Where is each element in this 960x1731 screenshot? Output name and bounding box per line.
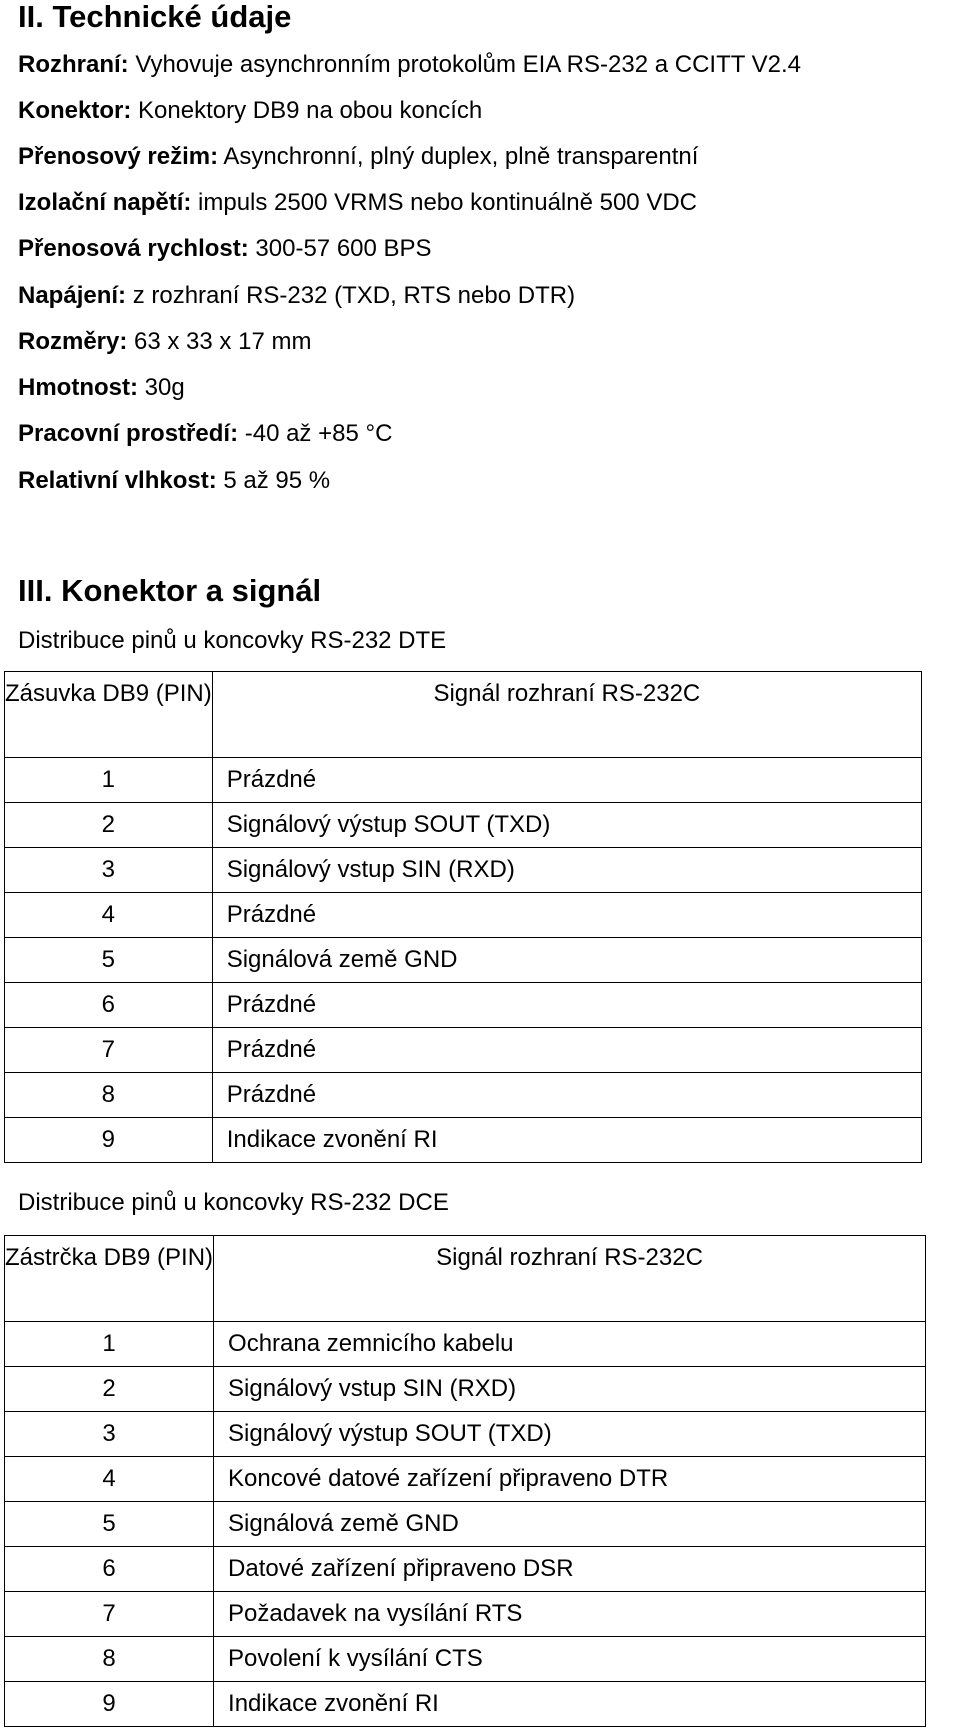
spec-key: Rozměry: bbox=[18, 328, 128, 355]
spec-row bbox=[18, 373, 185, 403]
table-row bbox=[5, 1592, 926, 1637]
dte-signal-header: Signál rozhraní RS-232C bbox=[212, 672, 921, 758]
dte-pin-table bbox=[4, 671, 922, 1163]
dte-table-caption: Distribuce pinů u koncovky RS-232 DTE bbox=[18, 627, 447, 654]
table-row bbox=[5, 1547, 926, 1592]
spec-key: Izolační napětí: bbox=[18, 189, 192, 216]
pin-number: 5 bbox=[5, 1502, 214, 1547]
section-heading-connector: III. Konektor a signál bbox=[18, 573, 322, 608]
pin-number: 9 bbox=[5, 1682, 214, 1727]
spec-value: 30g bbox=[137, 374, 185, 401]
spec-row bbox=[18, 327, 311, 357]
spec-value: Vyhovuje asynchronním protokolům EIA RS-232 a CCITT V2.4 bbox=[128, 51, 801, 78]
signal-name: Signálový vstup SIN (RXD) bbox=[214, 1367, 926, 1412]
spec-value: z rozhraní RS-232 (TXD, RTS nebo DTR) bbox=[126, 282, 576, 309]
spec-value: 300-57 600 BPS bbox=[248, 235, 432, 262]
table-row bbox=[5, 1073, 922, 1118]
pin-number: 2 bbox=[5, 1367, 214, 1412]
spec-key: Konektor: bbox=[18, 97, 132, 124]
spec-value: Asynchronní, plný duplex, plně transparentní bbox=[218, 143, 699, 170]
pin-number: 7 bbox=[5, 1028, 213, 1073]
signal-name: Signálový výstup SOUT (TXD) bbox=[212, 803, 921, 848]
table-row bbox=[5, 1118, 922, 1163]
table-header-row bbox=[5, 1236, 926, 1322]
spec-value: 5 až 95 % bbox=[216, 467, 331, 494]
table-row bbox=[5, 1028, 922, 1073]
spec-key: Pracovní prostředí: bbox=[18, 420, 239, 447]
dce-signal-header: Signál rozhraní RS-232C bbox=[214, 1236, 926, 1322]
spec-value: -40 až +85 °C bbox=[238, 420, 393, 447]
spec-value: Konektory DB9 na obou koncích bbox=[131, 97, 483, 124]
pin-number: 9 bbox=[5, 1118, 213, 1163]
signal-name: Indikace zvonění RI bbox=[212, 1118, 921, 1163]
signal-name: Prázdné bbox=[212, 758, 921, 803]
signal-name: Prázdné bbox=[212, 1028, 921, 1073]
pin-number: 6 bbox=[5, 1547, 214, 1592]
pin-number: 8 bbox=[5, 1637, 214, 1682]
spec-key: Relativní vlhkost: bbox=[18, 467, 217, 494]
pin-number: 4 bbox=[5, 893, 213, 938]
section-heading-technical: II. Technické údaje bbox=[18, 0, 292, 34]
spec-row bbox=[18, 96, 482, 126]
signal-name: Povolení k vysílání CTS bbox=[214, 1637, 926, 1682]
spec-key: Přenosový režim: bbox=[18, 143, 219, 170]
spec-row bbox=[18, 281, 575, 311]
table-row bbox=[5, 803, 922, 848]
table-row bbox=[5, 1682, 926, 1727]
signal-name: Signálová země GND bbox=[214, 1502, 926, 1547]
signal-name: Prázdné bbox=[212, 983, 921, 1028]
pin-number: 3 bbox=[5, 848, 213, 893]
spec-row bbox=[18, 466, 330, 496]
signal-name: Indikace zvonění RI bbox=[214, 1682, 926, 1727]
dce-pin-header: Zástrčka DB9 (PIN) bbox=[5, 1236, 214, 1322]
signal-name: Datové zařízení připraveno DSR bbox=[214, 1547, 926, 1592]
table-row bbox=[5, 848, 922, 893]
pin-number: 6 bbox=[5, 983, 213, 1028]
pin-number: 1 bbox=[5, 758, 213, 803]
table-row bbox=[5, 1412, 926, 1457]
spec-key: Hmotnost: bbox=[18, 374, 138, 401]
pin-number: 3 bbox=[5, 1412, 214, 1457]
signal-name: Signálový výstup SOUT (TXD) bbox=[214, 1412, 926, 1457]
spec-row bbox=[18, 419, 392, 449]
table-row bbox=[5, 758, 922, 803]
signal-name: Koncové datové zařízení připraveno DTR bbox=[214, 1457, 926, 1502]
table-row bbox=[5, 1637, 926, 1682]
spec-row bbox=[18, 142, 698, 172]
spec-key: Napájení: bbox=[18, 282, 127, 309]
pin-number: 7 bbox=[5, 1592, 214, 1637]
signal-name: Signálový vstup SIN (RXD) bbox=[212, 848, 921, 893]
spec-key: Přenosová rychlost: bbox=[18, 235, 249, 262]
spec-key: Rozhraní: bbox=[18, 51, 129, 78]
pin-number: 2 bbox=[5, 803, 213, 848]
table-row bbox=[5, 1502, 926, 1547]
signal-name: Prázdné bbox=[212, 1073, 921, 1118]
pin-number: 5 bbox=[5, 938, 213, 983]
spec-value: 63 x 33 x 17 mm bbox=[127, 328, 312, 355]
dte-pin-header: Zásuvka DB9 (PIN) bbox=[5, 672, 213, 758]
signal-name: Signálová země GND bbox=[212, 938, 921, 983]
table-row bbox=[5, 1457, 926, 1502]
spec-row bbox=[18, 188, 697, 218]
table-row bbox=[5, 1367, 926, 1412]
spec-row bbox=[18, 50, 801, 80]
signal-name: Požadavek na vysílání RTS bbox=[214, 1592, 926, 1637]
table-row bbox=[5, 938, 922, 983]
pin-number: 1 bbox=[5, 1322, 214, 1367]
table-header-row bbox=[5, 672, 922, 758]
table-row bbox=[5, 1322, 926, 1367]
signal-name: Prázdné bbox=[212, 893, 921, 938]
table-row bbox=[5, 983, 922, 1028]
signal-name: Ochrana zemnicího kabelu bbox=[214, 1322, 926, 1367]
spec-value: impuls 2500 VRMS nebo kontinuálně 500 VDC bbox=[191, 189, 697, 216]
pin-number: 4 bbox=[5, 1457, 214, 1502]
spec-row bbox=[18, 234, 432, 264]
table-row bbox=[5, 893, 922, 938]
pin-number: 8 bbox=[5, 1073, 213, 1118]
dce-pin-table bbox=[4, 1235, 926, 1727]
dce-table-caption: Distribuce pinů u koncovky RS-232 DCE bbox=[18, 1189, 449, 1216]
